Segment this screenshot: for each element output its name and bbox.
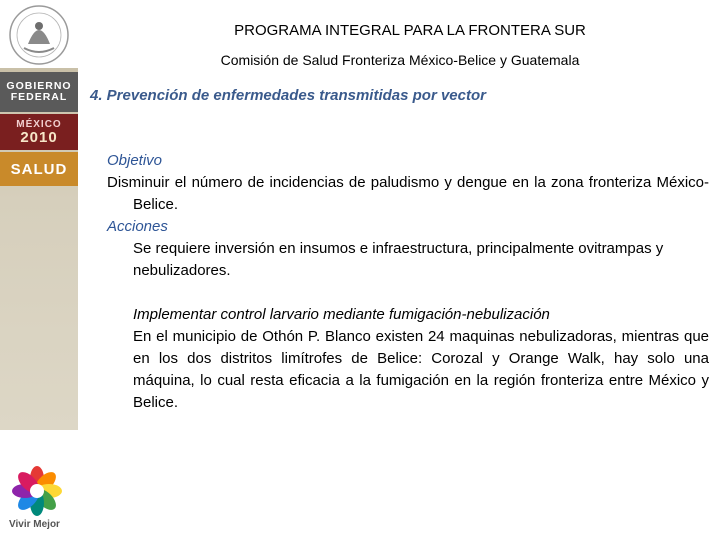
objetivo-text: Disminuir el número de incidencias de paludismo y dengue en la zona fronteriza México-Belice. <box>107 174 709 213</box>
gobierno-line-2: FEDERAL <box>10 91 68 103</box>
spacer <box>107 282 709 304</box>
mexico-2010-band <box>0 114 78 150</box>
salud-label: SALUD <box>10 160 68 178</box>
vivir-mejor-logo-icon <box>12 466 62 516</box>
content-body <box>107 150 709 414</box>
coat-of-arms-icon <box>6 4 72 66</box>
gobierno-line-1: GOBIERNO <box>6 80 72 92</box>
vivir-mejor-label: Vivir Mejor <box>9 519 60 530</box>
page-title: PROGRAMA INTEGRAL PARA LA FRONTERA SUR <box>234 22 586 39</box>
sidebar <box>0 0 78 540</box>
control-text: En el municipio de Othón P. Blanco existen 24 maquinas nebulizadoras, mientras que en los dos distritos limítrofes de Belice: Corozal y Orange Walk, hay solo una máquina, lo cual resta eficacia a la fumigación en la región fronteriza entre México y Belice. <box>133 328 709 411</box>
acciones-heading: Acciones <box>107 218 168 235</box>
objetivo-heading: Objetivo <box>107 152 163 169</box>
mexico-label: MÉXICO <box>16 119 62 130</box>
acciones-text: Se requiere inversión en insumos e infraestructura, principalmente ovitrampas y nebulizadores. <box>133 240 664 279</box>
salud-band <box>0 152 78 186</box>
section-heading: 4. Prevención de enfermedades transmitidas por vector <box>90 87 486 104</box>
page-subtitle: Comisión de Salud Fronteriza México-Belice y Guatemala <box>220 52 580 68</box>
year-label: 2010 <box>20 129 58 146</box>
gobierno-federal-band <box>0 72 78 112</box>
control-heading: Implementar control larvario mediante fumigación-nebulización <box>133 306 550 323</box>
